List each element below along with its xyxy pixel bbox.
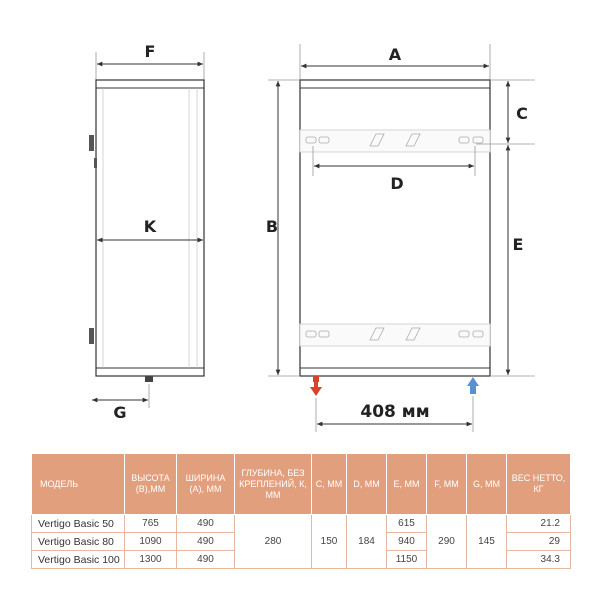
header-height: ВЫСОТА (В),ММ bbox=[125, 454, 177, 515]
cold-inlet-arrow-icon bbox=[467, 377, 479, 394]
front-view bbox=[266, 44, 535, 432]
label-e: E bbox=[512, 235, 524, 254]
width-cell: 490 bbox=[177, 533, 235, 551]
wall-bracket bbox=[89, 328, 94, 344]
header-g: G, ММ bbox=[467, 454, 507, 515]
width-cell: 490 bbox=[177, 515, 235, 533]
header-model: МОДЕЛЬ bbox=[32, 454, 125, 515]
table-row bbox=[32, 515, 571, 533]
label-k: K bbox=[143, 217, 157, 236]
c-cell: 150 bbox=[312, 515, 347, 569]
mounting-rail-bottom bbox=[300, 324, 490, 346]
header-width: ШИРИНА (А), ММ bbox=[177, 454, 235, 515]
mounting-rail-top bbox=[300, 130, 490, 152]
width-cell: 490 bbox=[177, 551, 235, 569]
header-weight: ВЕС НЕТТО, КГ bbox=[507, 454, 571, 515]
label-f: F bbox=[144, 42, 156, 61]
model-cell: Vertigo Basic 80 bbox=[32, 533, 125, 551]
height-cell: 765 bbox=[125, 515, 177, 533]
e-cell: 940 bbox=[387, 533, 427, 551]
pipe-spacing-label: 408 мм bbox=[360, 402, 430, 422]
label-g: G bbox=[113, 403, 127, 422]
header-f: F, ММ bbox=[427, 454, 467, 515]
d-cell: 184 bbox=[347, 515, 387, 569]
weight-cell: 21.2 bbox=[507, 515, 571, 533]
header-d: D, ММ bbox=[347, 454, 387, 515]
height-cell: 1300 bbox=[125, 551, 177, 569]
hot-outlet-arrow-icon bbox=[310, 376, 322, 396]
wall-bracket bbox=[89, 135, 94, 151]
label-b: B bbox=[265, 217, 279, 236]
height-cell: 1090 bbox=[125, 533, 177, 551]
wall-bracket bbox=[94, 158, 97, 168]
spec-table bbox=[31, 453, 571, 569]
depth-cell: 280 bbox=[235, 515, 312, 569]
g-cell: 145 bbox=[467, 515, 507, 569]
label-d: D bbox=[390, 174, 404, 193]
label-a: A bbox=[388, 45, 402, 64]
header-depth: ГЛУБИНА, БЕЗ КРЕПЛЕНИЙ, К, ММ bbox=[235, 454, 312, 515]
e-cell: 615 bbox=[387, 515, 427, 533]
header-e: E, ММ bbox=[387, 454, 427, 515]
weight-cell: 34.3 bbox=[507, 551, 571, 569]
weight-cell: 29 bbox=[507, 533, 571, 551]
table-header-row bbox=[32, 454, 571, 515]
model-cell: Vertigo Basic 100 bbox=[32, 551, 125, 569]
label-c: C bbox=[516, 104, 528, 123]
pipe-stub bbox=[145, 376, 153, 382]
e-cell: 1150 bbox=[387, 551, 427, 569]
model-cell: Vertigo Basic 50 bbox=[32, 515, 125, 533]
header-c: С, ММ bbox=[312, 454, 347, 515]
side-view bbox=[89, 42, 204, 422]
f-cell: 290 bbox=[427, 515, 467, 569]
